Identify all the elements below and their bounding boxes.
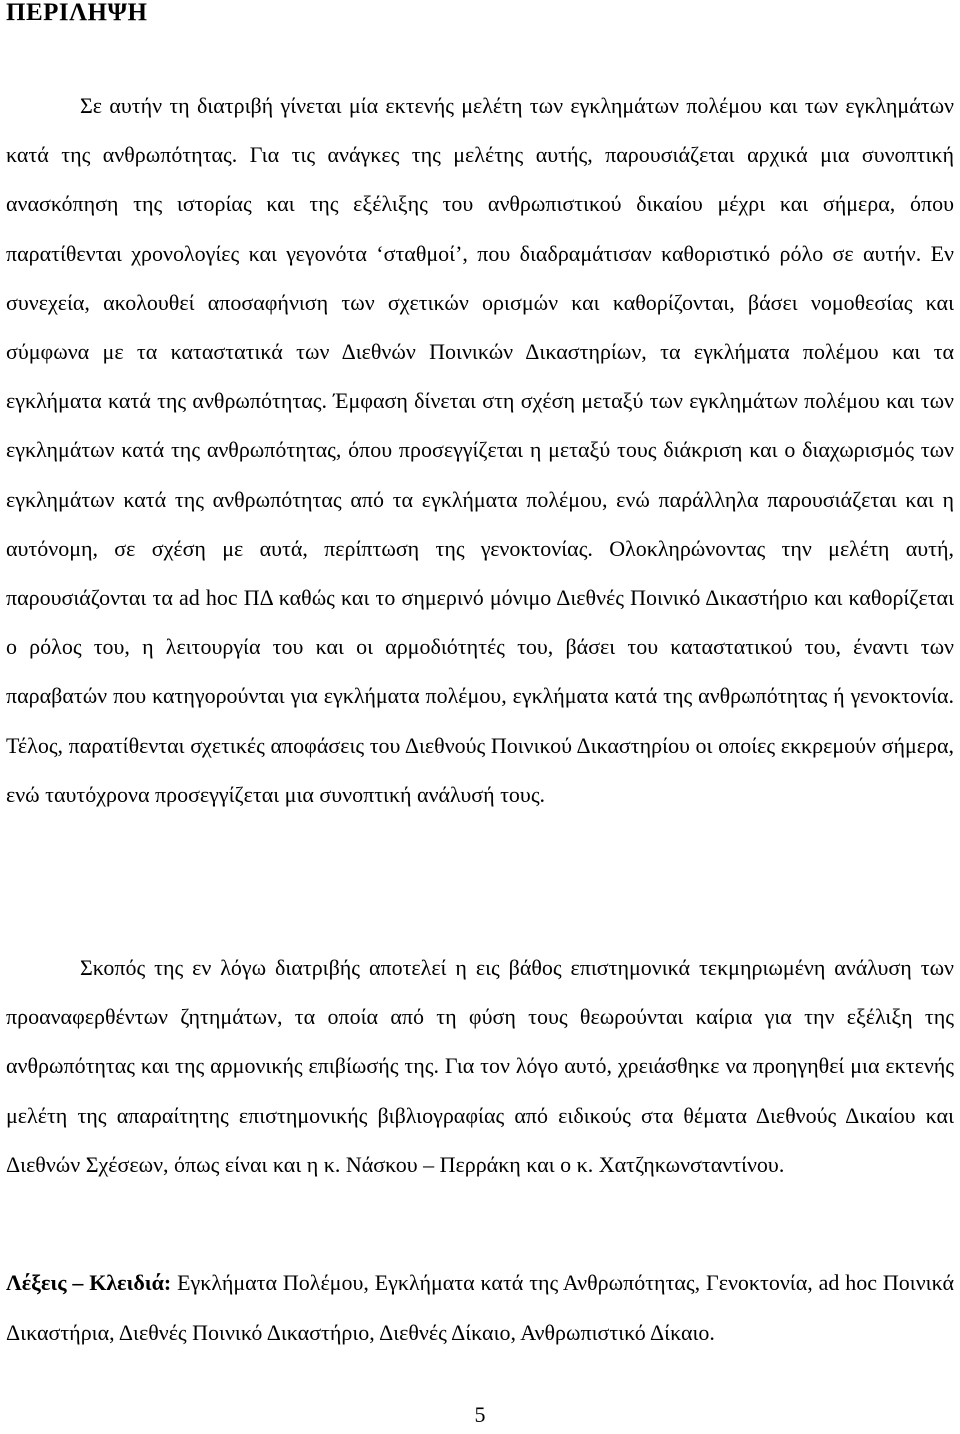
keywords-list: Εγκλήματα Πολέμου, Εγκλήματα κατά της Ανθρωπότητας, Γενοκτονία, ad hoc Ποινικά Δικαστήρια, Διεθνές Ποινικό Δικαστήριο, Διεθνές Δίκαιο, Ανθρωπιστικό Δίκαιο.: [6, 1270, 954, 1345]
keywords-label: Λέξεις – Κλειδιά:: [6, 1270, 172, 1295]
abstract-paragraph-1: Σε αυτήν τη διατριβή γίνεται μία εκτενής μελέτη των εγκλημάτων πολέμου και των εγκλημάτων κατά της ανθρωπότητας. Για τις ανάγκες της μελέτης αυτής, παρουσιάζεται αρχικά μια συνοπτική ανασκόπηση της ιστορίας και της εξέλιξης του ανθρωπιστικού δικαίου μέχρι και σήμερα, όπου παρατίθενται χρονολογίες και γεγονότα ‘σταθμοί’, που διαδραμάτισαν καθοριστικό ρόλο σε αυτήν. Εν συνεχεία, ακολουθεί αποσαφήνιση των σχετικών ορισμών και καθορίζονται, βάσει νομοθεσίας και σύμφωνα με τα καταστατικά των Διεθνών Ποινικών Δικαστηρίων, τα εγκλήματα πολέμου και τα εγκλήματα κατά της ανθρωπότητας. Έμφαση δίνεται στη σχέση μεταξύ των εγκλημάτων πολέμου και των εγκλημάτων κατά της ανθρωπότητας, όπου προσεγγίζεται η μεταξύ τους διάκριση και ο διαχωρισμός των εγκλημάτων κατά της ανθρωπότητας από τα εγκλήματα πολέμου, ενώ παράλληλα παρουσιάζεται και η αυτόνομη, σε σχέση με αυτά, περίπτωση της γενοκτονίας. Ολοκληρώνοντας την μελέτη αυτή, παρουσιάζονται τα ad hoc ΠΔ καθώς και το σημερινό μόνιμο Διεθνές Ποινικό Δικαστήριο και καθορίζεται ο ρόλος του, η λειτουργία του και οι αρμοδιότητές του, βάσει του καταστατικού του, έναντι των παραβατών που κατηγορούνται για εγκλήματα πολέμου, εγκλήματα κατά της ανθρωπότητας ή γενοκτονία. Τέλος, παρατίθενται σχετικές αποφάσεις του Διεθνούς Ποινικού Δικαστηρίου οι οποίες εκκρεμούν σήμερα, ενώ ταυτόχρονα προσεγγίζεται μια συνοπτική ανάλυσή τους.: [6, 93, 954, 807]
abstract-heading: ΠΕΡΙΛΗΨΗ: [6, 0, 148, 26]
keywords-paragraph: [6, 1258, 954, 1357]
page-number: 5: [474, 1402, 486, 1427]
abstract-paragraph-2: Σκοπός της εν λόγω διατριβής αποτελεί η εις βάθος επιστημονικά τεκμηριωμένη ανάλυση των προαναφερθέντων ζητημάτων, τα οποία από τη φύση τους θεωρούνται καίρια για την εξέλιξη της ανθρωπότητας και της αρμονικής επιβίωσής της. Για τον λόγο αυτό, χρειάσθηκε να προηγηθεί μια εκτενής μελέτη της απαραίτητης επιστημονικής βιβλιογραφίας από ειδικούς στα θέματα Διεθνούς Δικαίου και Διεθνών Σχέσεων, όπως είναι και η κ. Νάσκου – Περράκη και ο κ. Χατζηκωνσταντίνου.: [6, 955, 954, 1177]
document-page: [6, 0, 954, 1434]
